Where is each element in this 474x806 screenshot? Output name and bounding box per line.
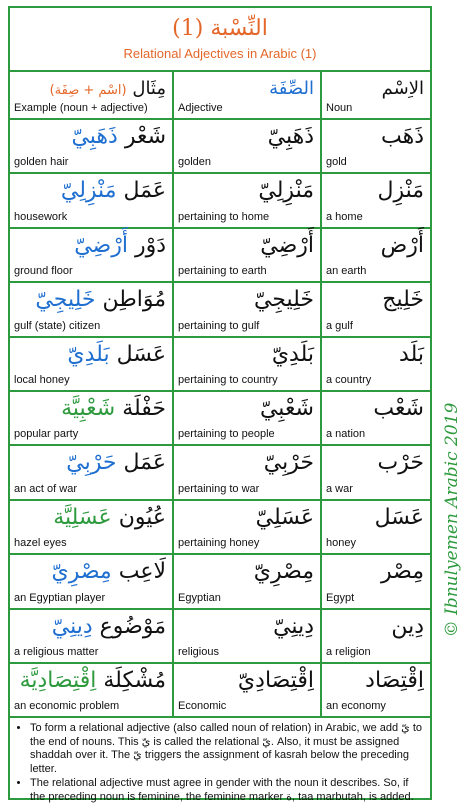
noun-en: a gulf bbox=[326, 319, 353, 332]
noun-en: a war bbox=[326, 482, 353, 495]
table-row bbox=[10, 392, 430, 446]
table-row bbox=[10, 610, 430, 664]
noun-en: gold bbox=[326, 156, 347, 169]
adjective-cell bbox=[174, 555, 322, 607]
noun-en: an economy bbox=[326, 700, 386, 713]
noun-ar: شَعْب bbox=[373, 395, 424, 421]
noun-en: a religion bbox=[326, 645, 371, 658]
example-noun: مُشْكِلَة bbox=[103, 667, 166, 693]
noun-en: Egypt bbox=[326, 591, 355, 604]
noun-cell bbox=[322, 610, 430, 662]
adjective-ar: شَعْبِيّ bbox=[259, 395, 314, 421]
example-en: gulf (state) citizen bbox=[14, 319, 101, 332]
adjective-ar: بَلَدِيّ bbox=[271, 341, 314, 367]
noun-ar: مِصْر bbox=[380, 559, 424, 585]
adjective-ar: ذَهَبِيّ bbox=[267, 124, 314, 149]
header-noun-ar: الاِسْم bbox=[381, 78, 424, 99]
adjective-en: pertaining to earth bbox=[178, 265, 267, 278]
adjective-ar: مِصْرِيّ bbox=[253, 559, 314, 585]
example-noun: عَسَل bbox=[116, 341, 166, 367]
example-noun: عَمَل bbox=[123, 450, 166, 476]
noun-en: a country bbox=[326, 373, 372, 386]
adjective-ar: اِقْتِصَادِيّ bbox=[237, 667, 314, 693]
adjective-en: Egyptian bbox=[178, 591, 221, 604]
noun-en: an earth bbox=[326, 265, 367, 278]
adjective-en: pertaining to country bbox=[178, 373, 278, 386]
example-noun: حَفْلَة bbox=[122, 395, 166, 421]
example-en: an Egyptian player bbox=[14, 591, 106, 604]
noun-en: honey bbox=[326, 537, 356, 550]
example-adjective: أَرْضِيّ bbox=[74, 232, 128, 258]
table-row bbox=[10, 664, 430, 718]
example-cell bbox=[10, 120, 174, 172]
noun-cell bbox=[322, 555, 430, 607]
example-noun: مُوَاطِن bbox=[102, 287, 166, 313]
table-row bbox=[10, 120, 430, 174]
adjective-en: pertaining to war bbox=[178, 482, 260, 495]
table-row bbox=[10, 174, 430, 228]
header-adjective-en: Adjective bbox=[178, 102, 223, 114]
page-subtitle: Relational Adjectives in Arabic (1) bbox=[123, 46, 317, 61]
noun-cell bbox=[322, 392, 430, 444]
header-row bbox=[10, 72, 430, 120]
example-adjective: خَلِيجِيّ bbox=[35, 287, 96, 313]
adjective-cell bbox=[174, 174, 322, 226]
example-en: an economic problem bbox=[14, 700, 120, 713]
noun-cell bbox=[322, 501, 430, 553]
adjective-ar: خَلِيجِيّ bbox=[253, 287, 314, 313]
example-adjective: مَنْزِلِيّ bbox=[60, 178, 117, 204]
example-noun: شَعْر bbox=[124, 124, 166, 149]
header-noun-en: Noun bbox=[326, 102, 353, 114]
adjective-ar: أَرْضِيّ bbox=[260, 232, 314, 258]
example-en: an act of war bbox=[14, 482, 77, 495]
example-en: popular party bbox=[14, 428, 79, 441]
noun-ar: اِقْتِصَاد bbox=[365, 667, 424, 693]
example-cell bbox=[10, 610, 174, 662]
example-en: golden hair bbox=[14, 156, 69, 169]
example-noun: مَوْضُوع bbox=[99, 613, 166, 639]
adjective-cell bbox=[174, 283, 322, 335]
example-en: hazel eyes bbox=[14, 537, 67, 550]
adjective-cell bbox=[174, 610, 322, 662]
adjective-en: religious bbox=[178, 645, 219, 658]
example-adjective: بَلَدِيّ bbox=[67, 341, 110, 367]
example-adjective: مِصْرِيّ bbox=[51, 559, 112, 585]
noun-ar: ذَهَب bbox=[380, 124, 424, 149]
noun-en: a nation bbox=[326, 428, 366, 441]
adjective-cell bbox=[174, 338, 322, 390]
noun-cell bbox=[322, 338, 430, 390]
header-adjective-ar: الصِّفَة bbox=[269, 78, 314, 99]
adjective-cell bbox=[174, 120, 322, 172]
example-adjective: عَسَلِيَّة bbox=[53, 504, 112, 530]
header bbox=[10, 8, 430, 72]
example-adjective: اِقْتِصَادِيَّة bbox=[19, 667, 97, 693]
table-row bbox=[10, 283, 430, 337]
adjective-ar: دِينِيّ bbox=[273, 613, 314, 639]
noun-ar: مَنْزِل bbox=[377, 178, 424, 204]
table-row bbox=[10, 229, 430, 283]
adjective-cell bbox=[174, 392, 322, 444]
noun-cell bbox=[322, 283, 430, 335]
example-adjective: دِينِيّ bbox=[51, 613, 93, 639]
adjective-cell bbox=[174, 229, 322, 281]
adjective-cell bbox=[174, 446, 322, 498]
note-item: • The relational adjective must agree in gender with the noun it describes. So, if the preceding noun is feminine, the feminine marker ة, taa marbutah, is added. bbox=[30, 777, 424, 804]
noun-cell bbox=[322, 174, 430, 226]
example-cell bbox=[10, 555, 174, 607]
example-cell bbox=[10, 501, 174, 553]
adjective-en: pertaining honey bbox=[178, 537, 260, 550]
example-en: housework bbox=[14, 210, 68, 223]
noun-cell bbox=[322, 664, 430, 716]
header-example-note: (اسْم + صِفَة) bbox=[49, 83, 127, 98]
noun-ar: دِين bbox=[391, 613, 424, 639]
header-adjective bbox=[174, 72, 322, 118]
header-example-ar: مِثَال bbox=[132, 78, 166, 99]
example-noun: دَوْر bbox=[134, 232, 166, 258]
noun-ar: بَلَد bbox=[399, 341, 424, 367]
example-cell bbox=[10, 446, 174, 498]
credit-text: © Ibnulyemen Arabic 2019 bbox=[442, 402, 462, 638]
example-en: a religious matter bbox=[14, 645, 99, 658]
table-frame bbox=[8, 6, 432, 803]
adjective-en: pertaining to people bbox=[178, 428, 275, 441]
adjective-ar: مَنْزِلِيّ bbox=[258, 178, 314, 204]
header-example-en: Example (noun + adjective) bbox=[14, 102, 148, 114]
adjective-en: pertaining to home bbox=[178, 210, 270, 223]
example-noun: عُيُون bbox=[118, 504, 166, 530]
example-adjective: شَعْبِيَّة bbox=[61, 395, 116, 421]
example-cell bbox=[10, 392, 174, 444]
noun-cell bbox=[322, 446, 430, 498]
noun-ar: عَسَل bbox=[374, 504, 424, 530]
example-noun: عَمَل bbox=[123, 178, 166, 204]
noun-ar: أَرْض bbox=[380, 232, 424, 258]
note-item: • To form a relational adjective (also called noun of relation) in Arabic, we add يّ to the end of nouns. This يّ is called the relational يّ. Also, it must be assigned shaddah over it. The يّ triggers the assignment of kasrah below the preceding letter. bbox=[30, 722, 424, 776]
adjective-cell bbox=[174, 664, 322, 716]
noun-ar: خَلِيج bbox=[382, 287, 424, 313]
adjective-en: Economic bbox=[178, 700, 227, 713]
table-row bbox=[10, 501, 430, 555]
example-adjective: ذَهَبِيّ bbox=[71, 124, 118, 149]
page-title: النِّسْبة (1) bbox=[172, 16, 268, 41]
noun-cell bbox=[322, 120, 430, 172]
vocab-rows bbox=[10, 120, 430, 718]
adjective-cell bbox=[174, 501, 322, 553]
table-row bbox=[10, 446, 430, 500]
notes bbox=[10, 720, 430, 803]
example-cell bbox=[10, 283, 174, 335]
table-row bbox=[10, 555, 430, 609]
noun-en: a home bbox=[326, 210, 363, 223]
example-en: ground floor bbox=[14, 265, 73, 278]
noun-cell bbox=[322, 229, 430, 281]
adjective-en: golden bbox=[178, 156, 212, 169]
example-noun: لَاعِب bbox=[118, 559, 166, 585]
example-adjective: حَرْبِيّ bbox=[66, 450, 117, 476]
adjective-ar: حَرْبِيّ bbox=[263, 450, 314, 476]
example-en: local honey bbox=[14, 373, 70, 386]
table-row bbox=[10, 338, 430, 392]
side-credit bbox=[436, 240, 468, 800]
example-cell bbox=[10, 664, 174, 716]
header-example bbox=[10, 72, 174, 118]
example-cell bbox=[10, 338, 174, 390]
header-noun bbox=[322, 72, 430, 118]
example-cell bbox=[10, 229, 174, 281]
noun-ar: حَرْب bbox=[377, 450, 424, 476]
adjective-ar: عَسَلِيّ bbox=[255, 504, 314, 530]
adjective-en: pertaining to gulf bbox=[178, 319, 260, 332]
example-cell bbox=[10, 174, 174, 226]
